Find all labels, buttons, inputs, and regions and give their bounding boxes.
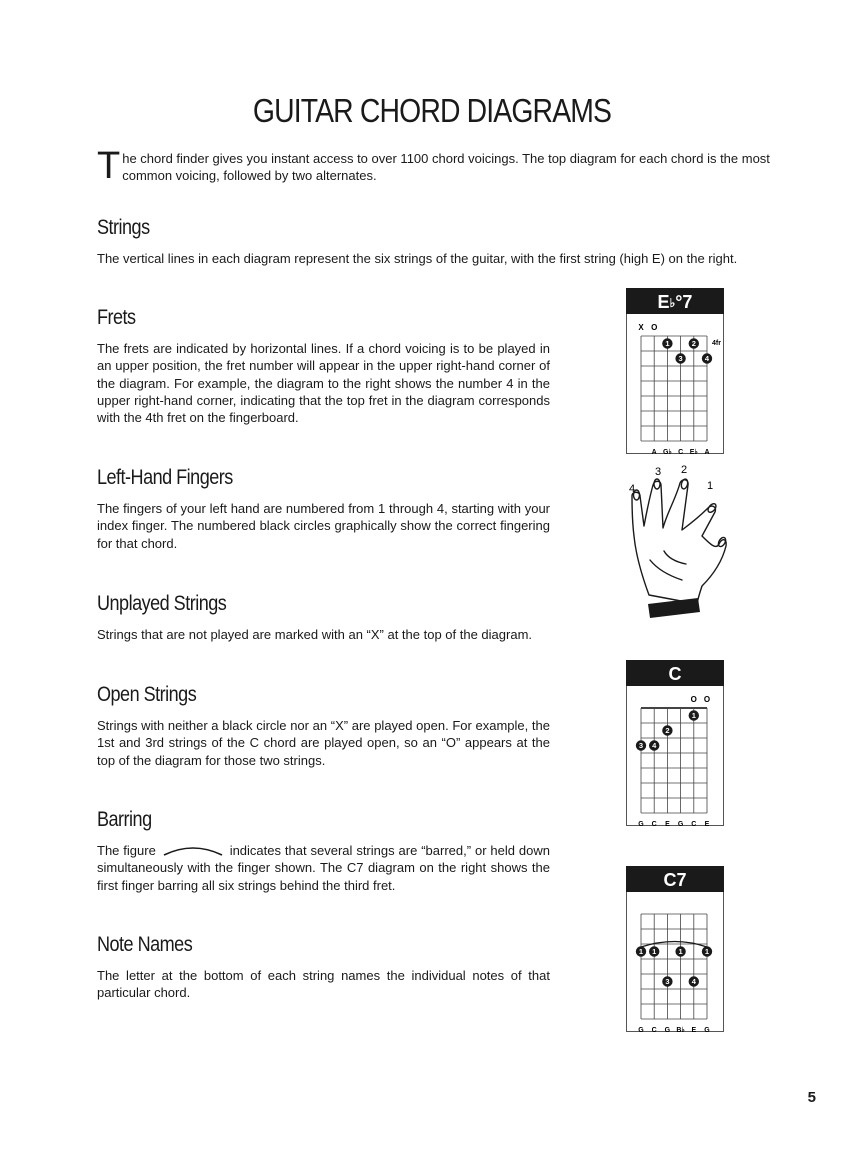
section-heading: Left-Hand Fingers <box>97 466 233 489</box>
note-name: C <box>651 1027 657 1032</box>
note-name: G♭ <box>663 449 672 454</box>
section-heading: Strings <box>97 216 150 239</box>
unplayed-string-marker: X <box>638 323 644 332</box>
chord-name: C7 <box>663 870 687 890</box>
chord-diagram-c7 <box>626 866 724 1032</box>
left-hand-illustration <box>620 458 740 628</box>
page-number: 5 <box>807 1089 816 1106</box>
palm-line <box>650 560 682 580</box>
section-frets <box>97 306 550 426</box>
section-heading: Unplayed Strings <box>97 592 227 615</box>
finger-number: 4 <box>652 741 657 751</box>
section-left-hand-fingers <box>97 466 550 552</box>
palm-crease <box>664 551 686 564</box>
note-name: B♭ <box>676 1027 685 1032</box>
note-name: E <box>691 1027 697 1032</box>
intro-text: he chord finder gives you instant access to over 1100 chord voicings. The top diagram for each chord is the most common voicing, followed by two alternates. <box>122 151 770 183</box>
note-name: E <box>704 821 710 826</box>
section-body: The letter at the bottom of each string names the individual notes of that particular chord. <box>97 968 550 1001</box>
finger-number: 1 <box>652 947 657 957</box>
section-heading: Note Names <box>97 933 193 956</box>
note-name: G <box>664 1027 671 1032</box>
section-heading: Barring <box>97 808 152 831</box>
finger-number: 4 <box>704 354 710 364</box>
section-body: Strings that are not played are marked with an “X” at the top of the diagram. <box>97 627 533 642</box>
hand-outline <box>632 480 726 604</box>
finger-number-2: 2 <box>680 464 688 476</box>
note-name: G <box>704 1027 710 1032</box>
finger-number-4: 4 <box>628 483 636 495</box>
note-name: A <box>704 449 710 454</box>
section-note-names <box>97 933 550 1002</box>
finger-number: 1 <box>704 947 710 957</box>
finger-number: 1 <box>691 711 696 721</box>
section-heading: Frets <box>97 306 136 329</box>
section-barring <box>97 808 550 894</box>
finger-number: 1 <box>638 947 644 957</box>
section-body: The frets are indicated by horizontal lines. If a chord voicing is to be played in an upper position, the fret number will appear in the upper right-hand corner of the diagram. For example, the diagram to the right shows the number 4 in the upper right-hand corner, indicating that the top fret in the diagram corresponds with the 4th fret on the fingerboard. <box>97 341 550 426</box>
note-name: G <box>677 821 684 826</box>
note-name: G <box>638 1027 644 1032</box>
finger-number: 3 <box>678 354 683 364</box>
note-name: C <box>678 449 684 454</box>
note-name: G <box>638 821 644 826</box>
section-body: The vertical lines in each diagram represent the six strings of the guitar, with the first string (high E) on the right. <box>97 251 738 266</box>
barring-text-before: The figure <box>97 843 156 858</box>
barre-arc-icon <box>162 843 224 857</box>
section-body: The fingers of your left hand are numbered from 1 through 4, starting with your index finger. The numbered black circles graphically show the correct fingering for that chord. <box>97 501 550 551</box>
note-name: A <box>651 449 657 454</box>
finger-number: 2 <box>691 339 696 349</box>
section-unplayed-strings <box>97 592 550 643</box>
finger-number: 3 <box>638 741 644 751</box>
chord-name: C <box>668 664 682 684</box>
fingernail <box>706 502 717 514</box>
finger-number-1: 1 <box>706 480 714 492</box>
finger-number: 4 <box>691 977 696 987</box>
note-name: E <box>665 821 670 826</box>
chord-diagram-c <box>626 660 724 826</box>
open-string-marker: O <box>690 695 697 704</box>
note-name: C <box>651 821 657 826</box>
fret-number: 4fr <box>712 340 721 347</box>
sleeve-cuff <box>648 598 700 618</box>
section-open-strings <box>97 683 550 769</box>
finger-number: 1 <box>665 339 670 349</box>
finger-number: 3 <box>665 977 670 987</box>
section-strings <box>97 216 777 267</box>
barring-text-after: indicates that several strings are “barred,” or held down simultaneously with the finger shown. The C7 diagram on the right shows the first finger barring all six strings behind the third fret. <box>97 843 550 893</box>
intro-paragraph <box>97 145 777 187</box>
chord-name: E♭°7 <box>657 292 693 312</box>
section-heading: Open Strings <box>97 683 197 706</box>
note-name: C <box>691 821 697 826</box>
finger-number: 1 <box>678 947 683 957</box>
page-title: GUITAR CHORD DIAGRAMS <box>252 92 612 129</box>
finger-number-3: 3 <box>654 466 662 478</box>
section-body <box>97 842 550 894</box>
chord-diagram-eb-dim7 <box>626 288 724 454</box>
section-body: Strings with neither a black circle nor an “X” are played open. For example, the 1st and 3rd strings of the C chord are played open, so an “O” appears at the top of the diagram for those two strings. <box>97 718 550 768</box>
open-string-marker: O <box>651 323 658 332</box>
note-name: E♭ <box>689 449 698 454</box>
drop-cap: T <box>97 145 121 187</box>
finger-number: 2 <box>665 726 670 736</box>
open-string-marker: O <box>703 695 711 704</box>
fingernail <box>654 479 660 489</box>
